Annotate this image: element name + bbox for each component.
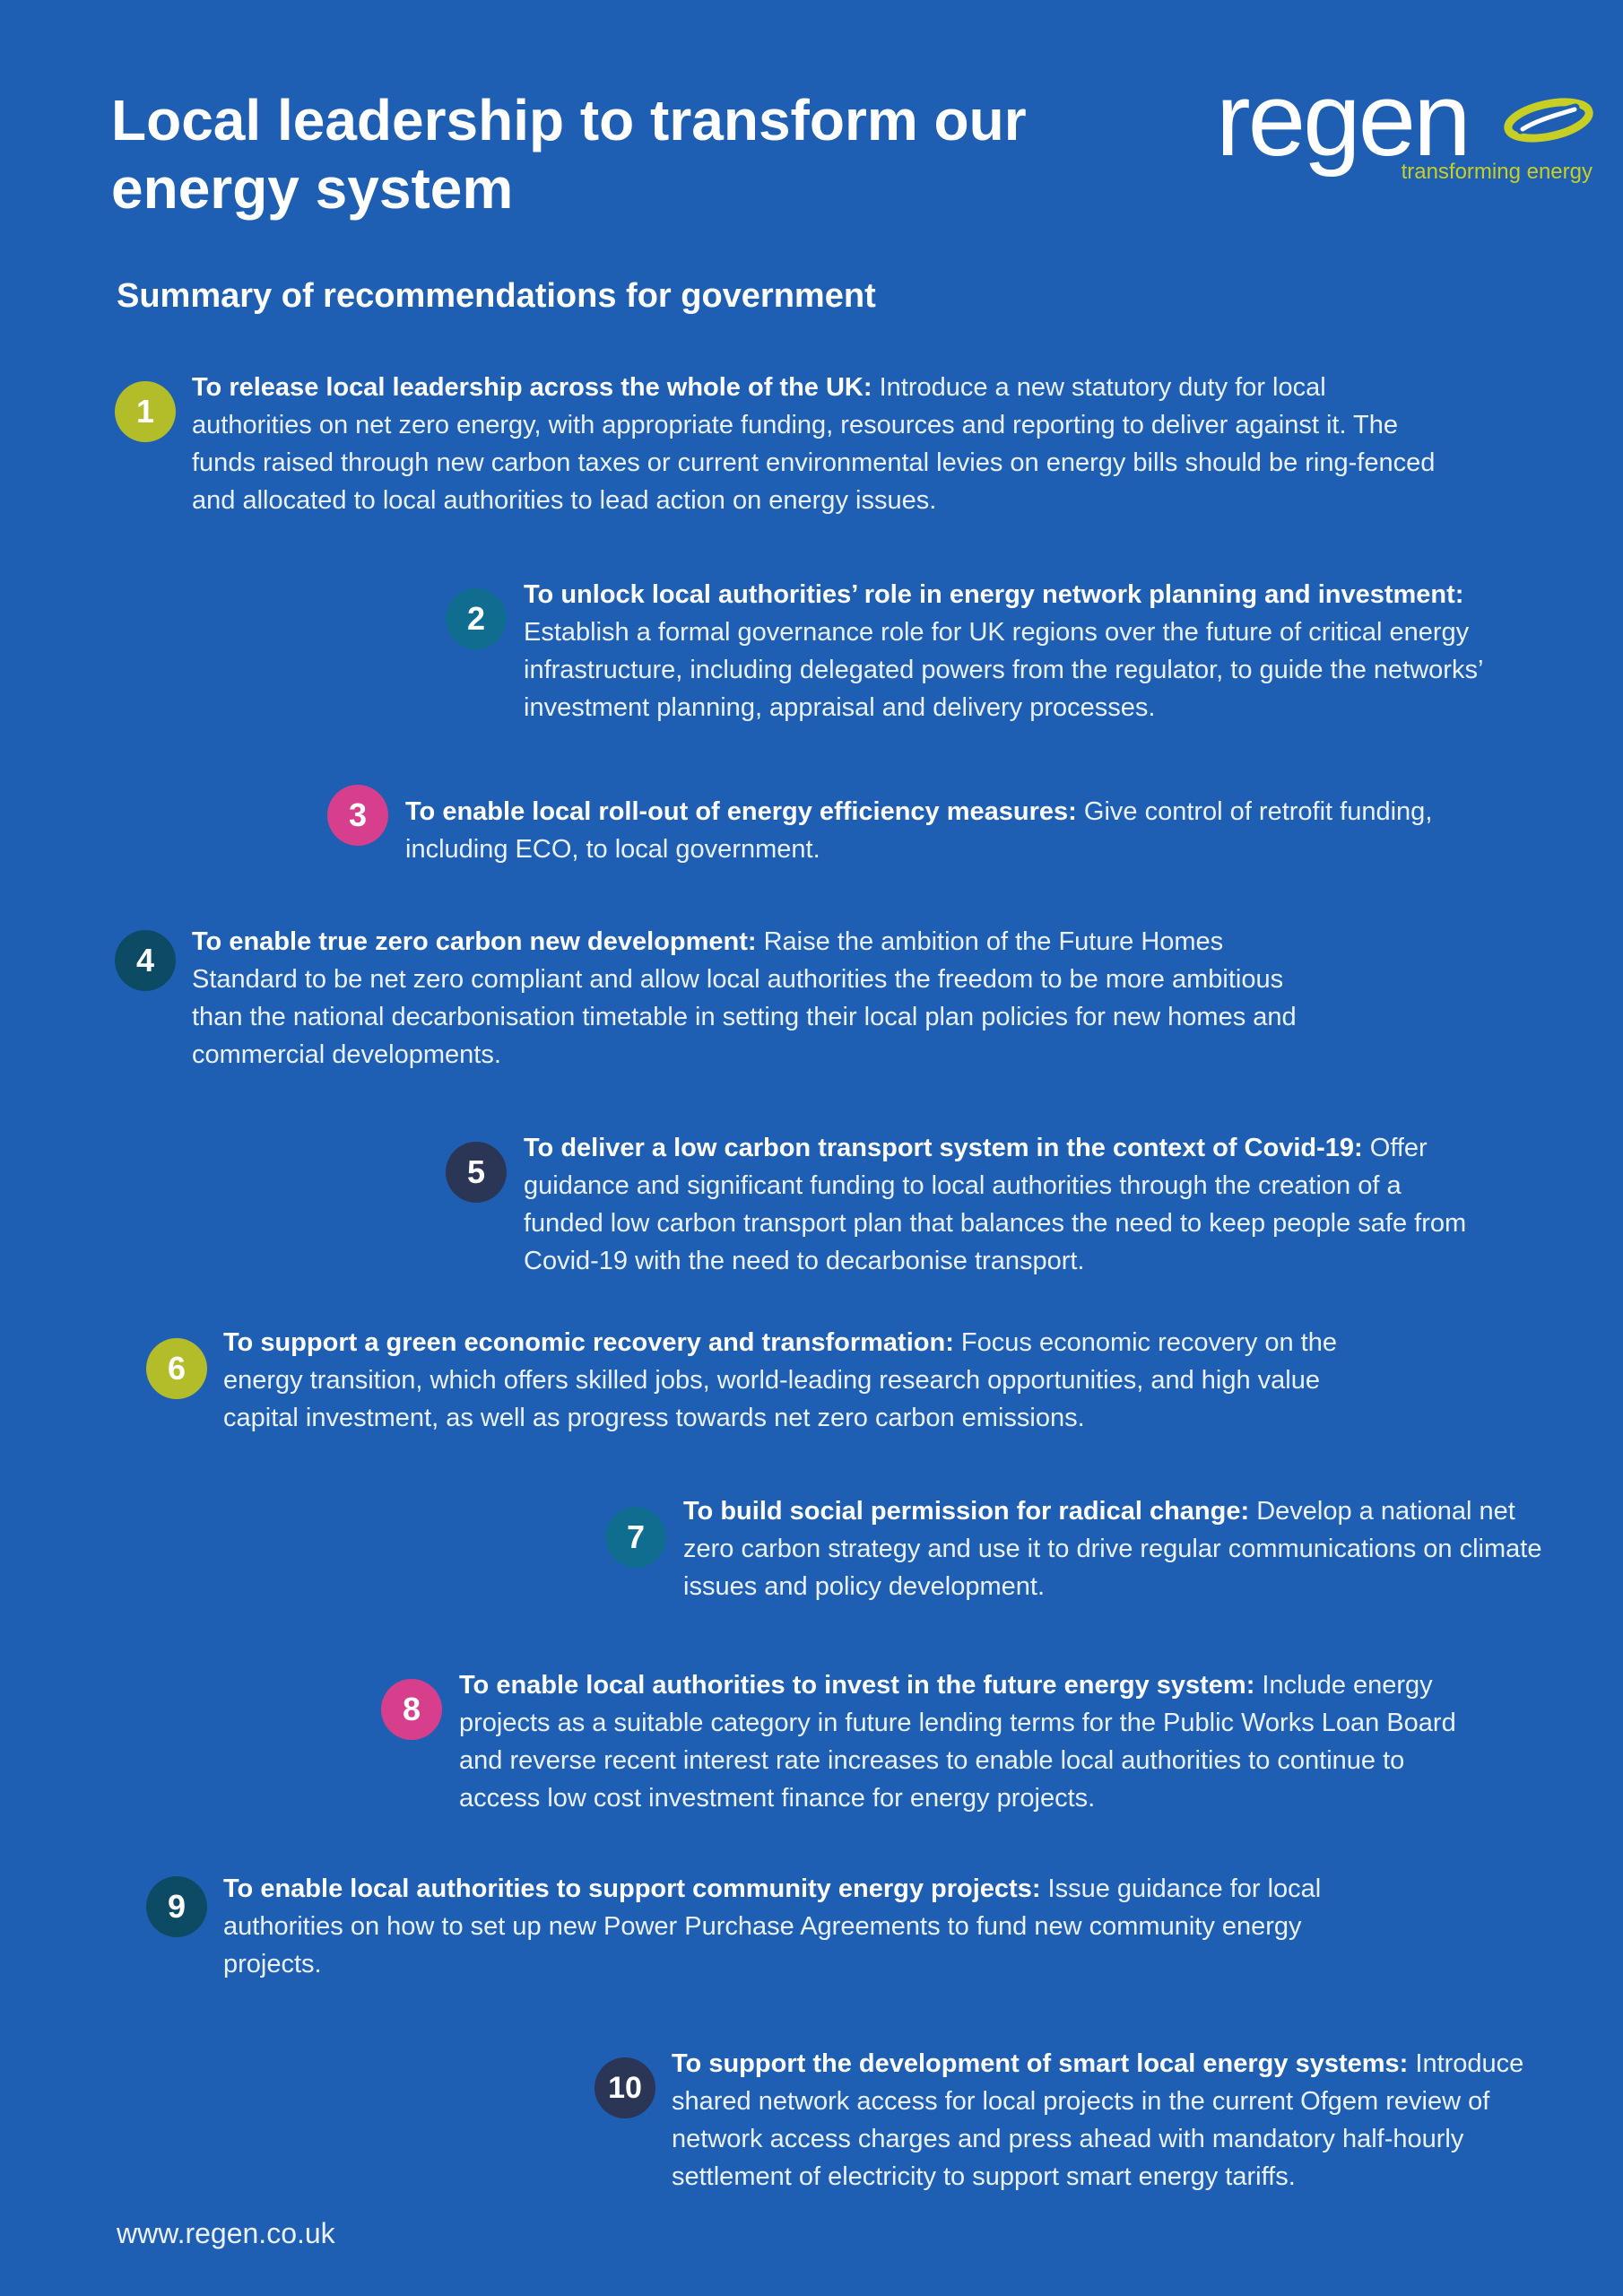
- number-badge: 6: [146, 1338, 207, 1399]
- recommendation-body: Introduce a new statutory duty for local authorities on net zero energy, with appropriate funding, resources and reporting to deliver against it. The funds raised through new carbon taxes or current environmental levies on energy bills should be ring-fenced and allocated to local authorities to lead action on energy issues.: [192, 373, 1436, 515]
- recommendation-text: [683, 1492, 1544, 1605]
- recommendation-text: [459, 1666, 1463, 1817]
- recommendation-text: [223, 1870, 1335, 1983]
- logo-tagline: transforming energy: [1401, 160, 1593, 184]
- recommendation-body: Issue guidance for local authorities on how to set up new Power Purchase Agreements to fund new community energy projects.: [223, 1874, 1322, 1979]
- website-url: www.regen.co.uk: [117, 2217, 335, 2249]
- number-badge: 8: [381, 1679, 442, 1740]
- logo-wordmark: regen: [1216, 61, 1469, 178]
- section-subtitle: Summary of recommendations for government: [117, 277, 876, 315]
- recommendation-body: Establish a formal governance role for UK regions over the future of critical energy infrastructure, including delegated powers from the regulator, to guide the networks’ investment planning, appraisal and delivery processes.: [524, 618, 1483, 722]
- number-badge: 7: [605, 1507, 666, 1568]
- recommendation-text: [192, 923, 1304, 1074]
- recommendation-text: [524, 576, 1483, 726]
- recommendation-body: Develop a national net zero carbon strategy and use it to drive regular communications on climate issues and policy development.: [683, 1497, 1542, 1601]
- recommendation-text: [405, 793, 1436, 868]
- recommendation-heading: To support a green economic recovery and transformation:: [223, 1328, 954, 1357]
- recommendation-text: [192, 369, 1438, 519]
- number-badge: 10: [595, 2057, 655, 2118]
- recommendation-body: Include energy projects as a suitable category in future lending terms for the Public Works Loan Board and reverse recent interest rate increases to enable local authorities to continue to access low cost investment finance for energy projects.: [459, 1671, 1456, 1813]
- recommendation-body: Focus economic recovery on the energy transition, which offers skilled jobs, world-leading research opportunities, and high value capital investment, as well as progress towards net zero carbon emissions.: [223, 1328, 1338, 1432]
- regen-logo: [1211, 61, 1596, 194]
- recommendation-heading: To enable local authorities to support community energy projects:: [223, 1874, 1041, 1903]
- number-badge: 1: [115, 381, 176, 442]
- recommendation-text: [672, 2045, 1550, 2196]
- recommendation-body: Raise the ambition of the Future Homes Standard to be net zero compliant and allow local authorities the freedom to be more ambitious than the national decarbonisation timetable in setting their local plan policies for new homes and commercial developments.: [192, 927, 1297, 1069]
- recommendation-heading: To support the development of smart local energy systems:: [672, 2049, 1409, 2078]
- recommendation-heading: To unlock local authorities’ role in energy network planning and investment:: [524, 580, 1464, 609]
- recommendation-text: [223, 1324, 1389, 1437]
- page-title: Local leadership to transform our energy system: [111, 88, 1027, 221]
- recommendation-heading: To release local leadership across the whole of the UK:: [192, 373, 872, 402]
- recommendation-heading: To build social permission for radical change:: [683, 1497, 1250, 1526]
- number-badge: 4: [115, 930, 176, 991]
- recommendation-body: Introduce shared network access for local projects in the current Ofgem review of network access charges and press ahead with mandatory half-hourly settlement of electricity to support smart energy tariffs.: [672, 2049, 1524, 2191]
- recommendation-heading: To enable local roll-out of energy efficiency measures:: [405, 797, 1077, 826]
- recommendation-text: [524, 1129, 1483, 1280]
- number-badge: 5: [446, 1142, 507, 1203]
- number-badge: 3: [327, 785, 388, 846]
- recommendation-heading: To enable true zero carbon new development:: [192, 927, 757, 956]
- recommendation-heading: To enable local authorities to invest in the future energy system:: [459, 1671, 1255, 1700]
- recommendation-heading: To deliver a low carbon transport system in the context of Covid-19:: [524, 1134, 1363, 1162]
- number-badge: 2: [446, 588, 507, 649]
- recommendation-body: Offer guidance and significant funding to local authorities through the creation of a funded low carbon transport plan that balances the need to keep people safe from Covid-19 with the need to decarbonise transport.: [524, 1134, 1467, 1275]
- recommendation-body: Give control of retrofit funding, including ECO, to local government.: [405, 797, 1433, 864]
- number-badge: 9: [146, 1876, 207, 1937]
- swirl-icon: [1501, 91, 1596, 149]
